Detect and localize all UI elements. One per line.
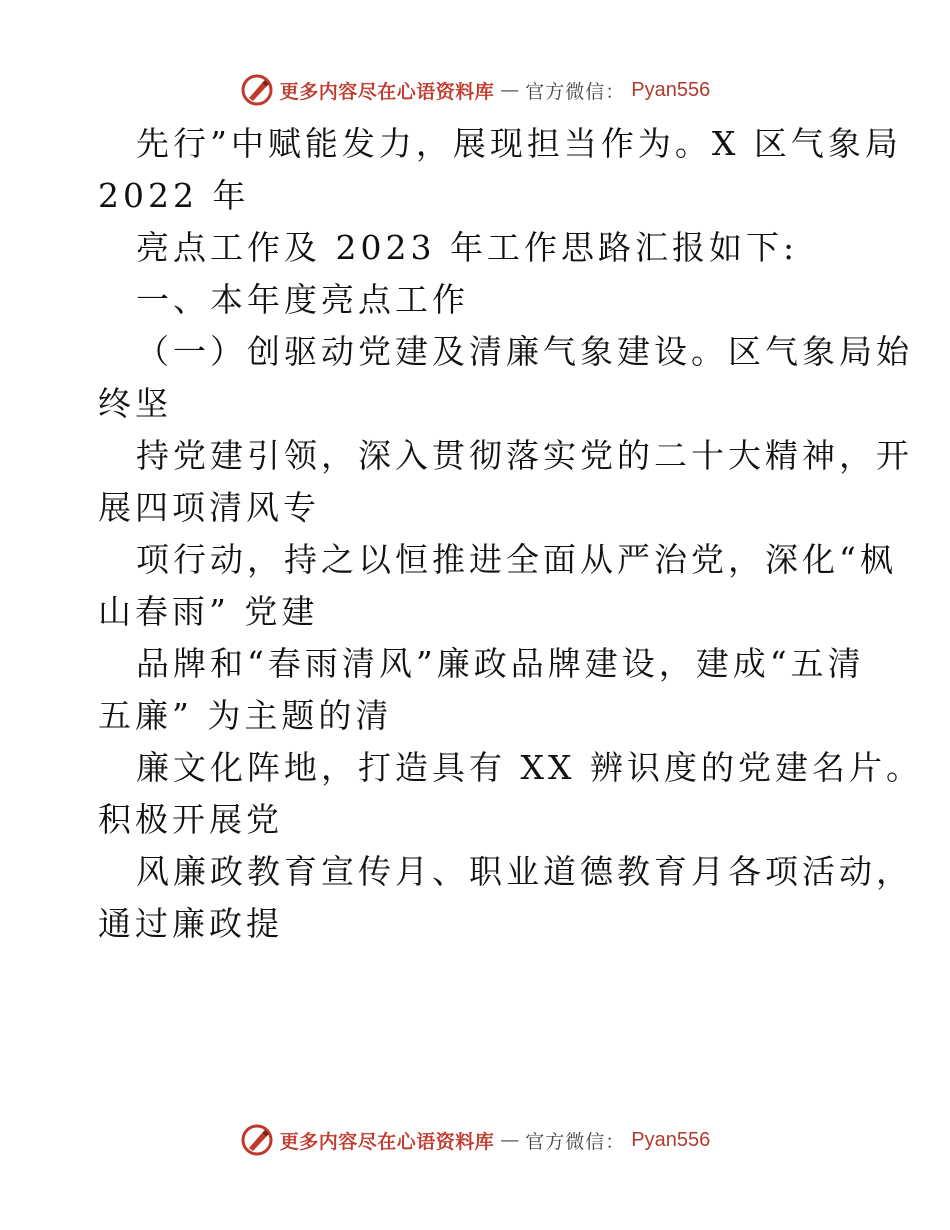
watermark-label: 官方微信： <box>525 80 626 103</box>
paragraph-line: 一、本年度亮点工作 <box>136 280 469 319</box>
paragraph-line: 展四项清风专 <box>98 488 320 527</box>
header-watermark <box>0 72 950 108</box>
paragraph-line: 通过廉政提 <box>98 904 283 943</box>
paragraph-line: 品牌和“春雨清风”廉政品牌建设，建成“五清 <box>136 644 865 683</box>
paragraph-line: 积极开展党 <box>98 800 283 839</box>
watermark-wechat-id: Pyan556 <box>631 78 711 101</box>
paragraph-line: 廉文化阵地，打造具有 XX 辨识度的党建名片。 <box>136 748 923 787</box>
paragraph <box>98 430 913 534</box>
pen-logo-icon <box>240 1123 274 1157</box>
paragraph <box>98 326 913 430</box>
watermark-wechat-id: Pyan556 <box>631 1128 711 1151</box>
paragraph-line: 五廉” 为主题的清 <box>98 696 393 735</box>
paragraph <box>98 222 858 274</box>
document-body <box>98 118 923 950</box>
pen-logo-icon <box>240 73 274 107</box>
watermark-separator: — <box>500 79 520 101</box>
paragraph-line: 风廉政教育宣传月、职业道德教育月各项活动， <box>136 852 913 891</box>
paragraph <box>98 118 902 222</box>
watermark-brand: 更多内容尽在心语资料库 <box>279 80 495 103</box>
paragraph-line: 亮点工作及 2023 年工作思路汇报如下: <box>136 228 799 267</box>
watermark-label: 官方微信： <box>525 1130 626 1153</box>
section-heading <box>98 274 858 326</box>
paragraph-line: 持党建引领，深入贯彻落实党的二十大精神，开 <box>136 436 913 475</box>
paragraph <box>98 846 913 950</box>
paragraph-line: （一）创驱动党建及清廉气象建设。区气象局始 <box>136 332 913 371</box>
watermark-brand: 更多内容尽在心语资料库 <box>279 1130 495 1153</box>
paragraph <box>98 638 865 742</box>
paragraph-line: 终坚 <box>98 384 172 423</box>
paragraph-line: 山春雨” 党建 <box>98 592 319 631</box>
paragraph-line: 2022 年 <box>98 176 250 215</box>
footer-watermark <box>0 1122 950 1158</box>
paragraph <box>98 534 897 638</box>
paragraph-line: 项行动，持之以恒推进全面从严治党，深化“枫 <box>136 540 897 579</box>
watermark-separator: — <box>500 1129 520 1151</box>
paragraph <box>98 742 923 846</box>
paragraph-line: 先行”中赋能发力，展现担当作为。X 区气象局 <box>136 124 902 163</box>
